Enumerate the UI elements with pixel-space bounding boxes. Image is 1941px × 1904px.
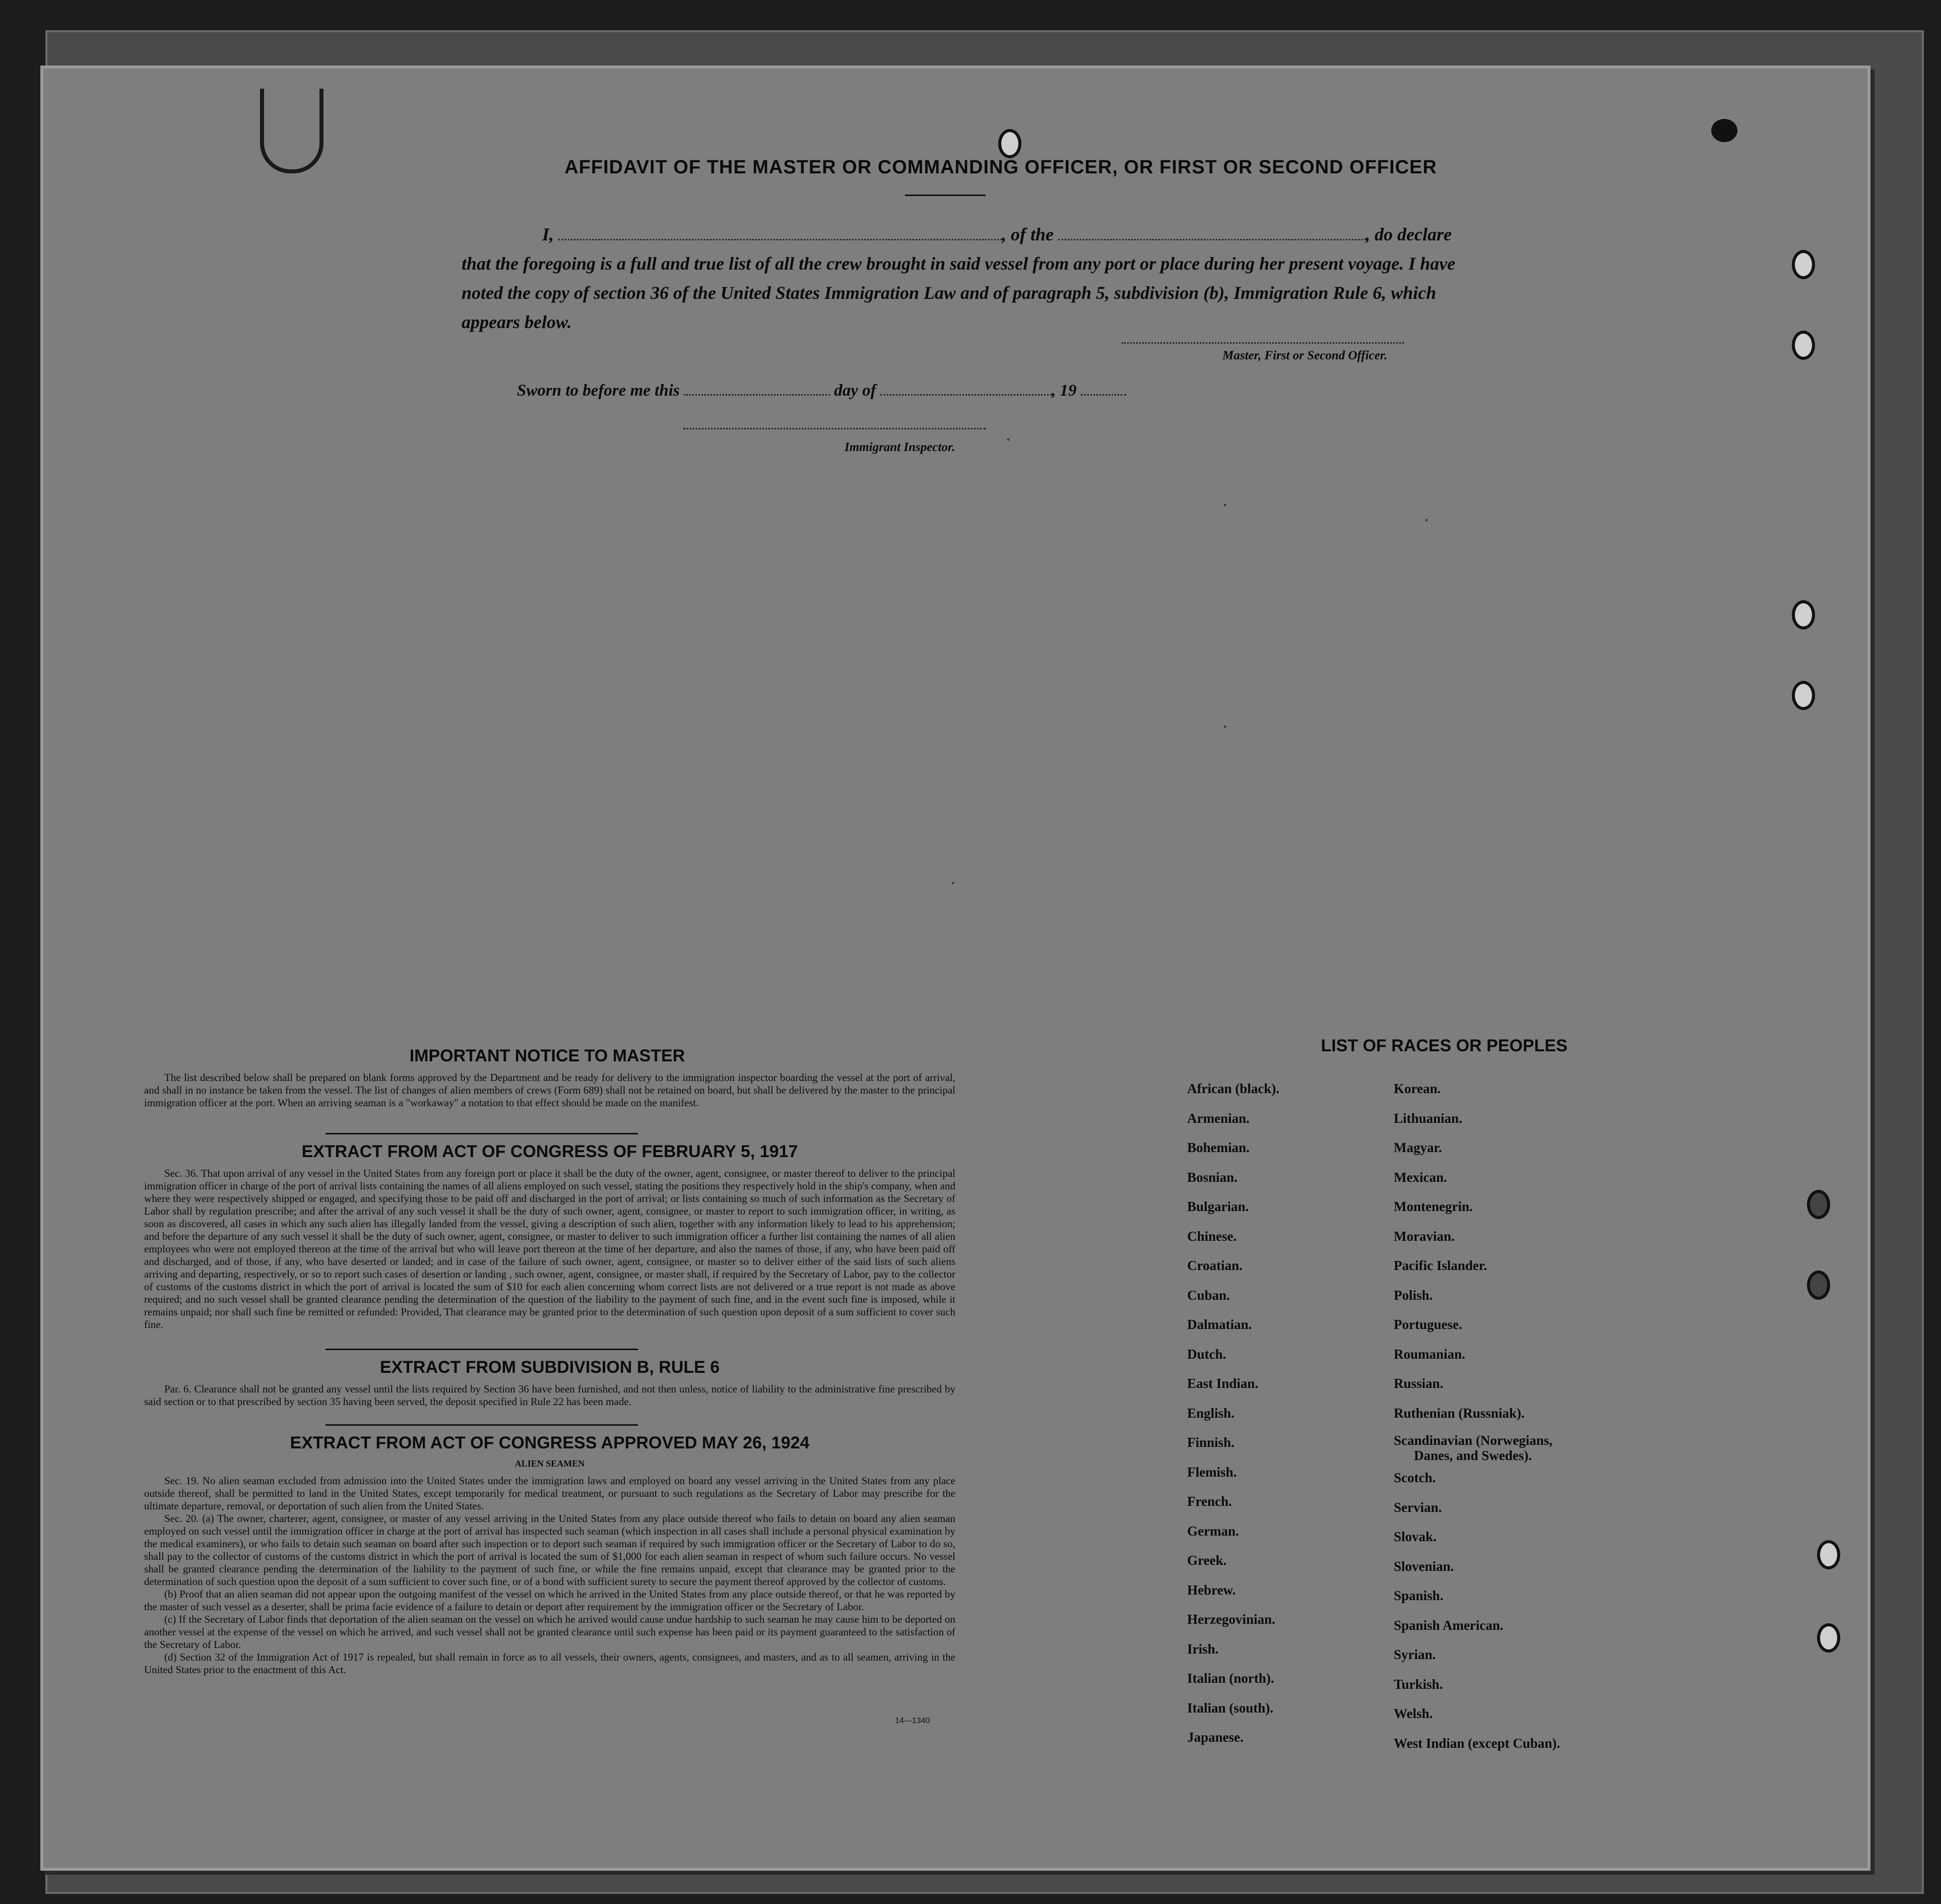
affidavit-line-1 (462, 220, 1495, 249)
race-item: Montenegrin. (1394, 1199, 1473, 1214)
name-blank[interactable] (558, 239, 1002, 240)
master-label: Master, First or Second Officer. (1222, 349, 1388, 362)
extract-1924-text (144, 1475, 955, 1676)
affidavit-body (462, 220, 1495, 337)
sworn-prefix: Sworn to before me this (517, 382, 680, 400)
notice-text: The list described below shall be prepared on blank forms approved by the Department and be ready for delivery to the immigration inspector boarding the vessel at the port of arrival, and shall in no instance be taken from the vessel. The list of changes of alien members of crews (Form 689) shall not be retained on board, but shall be delivered by the master to the principal immigration officer at the port. When an arriving seaman is a "workaway" a notation to that effect should be made on the manifest. (144, 1071, 955, 1109)
race-item: Slovak. (1394, 1529, 1437, 1544)
punch-hole (1711, 119, 1737, 142)
section-19: Sec. 19. No alien seaman excluded from admission into the United States under the immigration laws and employed on board any vessel arriving in the United States from any place outside thereof, shall be permitted to land in the United States, except temporarily for medical treatment, or pursuant to such regulations as the Secretary of Labor may prescribe for the ultimate departure, removal, or deportation of such alien from the United States. (144, 1475, 955, 1512)
race-item: Moravian. (1394, 1228, 1455, 1244)
race-item: African (black). (1187, 1081, 1279, 1096)
notice-title: IMPORTANT NOTICE TO MASTER (409, 1046, 685, 1065)
bleed-through-mark: · (950, 875, 956, 892)
race-item: Danes, and Swedes). (1414, 1448, 1532, 1463)
section-20d: (d) Section 32 of the Immigration Act of 1917 is repealed, but shall remain in force as to all vessels, their owners, agents, consignees, and masters, and as to all seamen, arriving in the United States prior to the enactment of this Act. (144, 1651, 955, 1676)
race-item: Croatian. (1187, 1258, 1243, 1273)
race-item: Slovenian. (1394, 1558, 1454, 1574)
race-item: Syrian. (1394, 1647, 1436, 1662)
master-signature-line[interactable] (1122, 341, 1404, 344)
inspector-label: Immigrant Inspector. (845, 440, 955, 454)
divider (326, 1424, 638, 1426)
race-item: Scotch. (1394, 1470, 1436, 1485)
day-of-label: day of (834, 382, 876, 400)
year-blank[interactable] (1081, 394, 1126, 396)
bleed-through-mark: · (1222, 497, 1228, 514)
punch-hole (998, 129, 1021, 158)
vessel-blank[interactable] (1058, 239, 1366, 240)
extract-rule-6-text: Par. 6. Clearance shall not be granted any vessel until the lists required by Section 36 have been furnished, and not then unless, notice of liability to the administrative fine prescribed by said section or to that prescribed by section 35 having been served, the deposit specified in Rule 22 has been made. (144, 1383, 955, 1408)
race-item: Italian (north). (1187, 1671, 1274, 1686)
i-label: I, (542, 224, 554, 244)
race-item: Turkish. (1394, 1676, 1443, 1692)
race-item: Mexican. (1394, 1169, 1447, 1185)
race-item: German. (1187, 1523, 1239, 1539)
punch-hole (1792, 250, 1815, 279)
race-item: Flemish. (1187, 1464, 1237, 1480)
race-item: Armenian. (1187, 1110, 1250, 1126)
punch-hole (1817, 1540, 1840, 1569)
document-page (40, 66, 1870, 1871)
race-item: Lithuanian. (1394, 1110, 1462, 1126)
race-item: Irish. (1187, 1641, 1219, 1657)
extract-1917-title: EXTRACT FROM ACT OF CONGRESS OF FEBRUARY 5, 1917 (301, 1142, 798, 1161)
punch-hole (1807, 1271, 1830, 1300)
race-item: Bohemian. (1187, 1140, 1250, 1155)
race-item: Welsh. (1394, 1706, 1433, 1721)
races-right-column (1394, 1074, 1560, 1758)
race-item: Chinese. (1187, 1228, 1237, 1244)
race-item: Scandinavian (Norwegians, (1394, 1433, 1553, 1448)
race-item: Roumanian. (1394, 1346, 1465, 1362)
race-item: Greek. (1187, 1553, 1227, 1568)
divider (905, 195, 986, 196)
affidavit-title: AFFIDAVIT OF THE MASTER OR COMMANDING OFFICER, OR FIRST OR SECOND OFFICER (564, 157, 1437, 178)
month-blank[interactable] (880, 394, 1052, 396)
alien-seamen-subtitle: ALIEN SEAMEN (514, 1458, 585, 1469)
race-item: Ruthenian (Russniak). (1394, 1405, 1525, 1421)
bleed-through-mark: · (1006, 431, 1011, 448)
race-item: Russian. (1394, 1376, 1444, 1391)
bleed-through-mark: · (1222, 719, 1228, 735)
divider (326, 1133, 638, 1134)
sworn-line (517, 376, 1222, 405)
race-item: Pacific Islander. (1394, 1258, 1487, 1273)
extract-rule-6-title: EXTRACT FROM SUBDIVISION B, RULE 6 (379, 1358, 720, 1377)
race-item: Italian (south). (1187, 1700, 1274, 1716)
race-item: Bulgarian. (1187, 1199, 1249, 1214)
declare-label: , do declare (1366, 224, 1452, 244)
of-the-label: , of the (1002, 224, 1054, 244)
affidavit-statement: that the foregoing is a full and true list of all the crew brought in said vessel from any port or place during her present voyage. I have noted the copy of section 36 of the United States Immigration Law and of paragraph 5, subdivision (b), Immigration Rule 6, which appears below. (462, 253, 1456, 332)
race-item: Hebrew. (1187, 1582, 1236, 1598)
race-item: Polish. (1394, 1287, 1433, 1303)
races-title: LIST OF RACES OR PEOPLES (1321, 1036, 1568, 1055)
race-item: Dutch. (1187, 1346, 1226, 1362)
race-item: English. (1187, 1405, 1235, 1421)
race-item: Magyar. (1394, 1140, 1442, 1155)
race-item: Spanish. (1394, 1588, 1444, 1603)
race-item: French. (1187, 1494, 1232, 1509)
section-20c: (c) If the Secretary of Labor finds that deportation of the alien seaman on the vessel on which he arrived would cause undue hardship to such seaman he may cause him to be deported on another vessel at the expense of the vessel on which he arrived, and such vessel shall not be granted clearance until such expense has been paid or its payment guaranteed to the satisfaction of the Secretary of Labor. (144, 1613, 955, 1651)
race-item: Japanese. (1187, 1730, 1244, 1745)
extract-1924-title: EXTRACT FROM ACT OF CONGRESS APPROVED MAY 26, 1924 (290, 1433, 810, 1452)
race-item: Cuban. (1187, 1287, 1230, 1303)
race-item: Bosnian. (1187, 1169, 1238, 1185)
punch-hole (1792, 331, 1815, 360)
punch-hole (1807, 1190, 1830, 1219)
races-left-column (1187, 1074, 1279, 1752)
race-item: East Indian. (1187, 1376, 1259, 1391)
day-blank[interactable] (684, 394, 830, 396)
section-20a: Sec. 20. (a) The owner, charterer, agent, consignee, or master of any vessel arriving in the United States from any place outside thereof who fails to detain on board any alien seaman employed on such vessel until the immigration officer in charge at the port of arrival has inspected such seaman (which inspection in all cases shall include a personal physical examination by the medical examiners), or who fails to detain such seaman on board after such inspection or to deport such seaman if required by such immigration officer or the Secretary of Labor to do so, shall pay to the collector of customs of the customs district in which the port of arrival is located the sum of $1,000 for each alien seaman in respect of whom such failure occurs. No vessel shall be granted clearance pending the determination of the liability to the payment of such fine, or while the fine remains unpaid, except that clearance may be granted prior to the determination of such question upon the deposit of a sum sufficient to cover such fine, or of a bond with sufficient surety to secure the payment thereof approved by the collector of customs. (144, 1512, 955, 1588)
form-number: 14—1340 (895, 1717, 930, 1725)
extract-1917-text: Sec. 36. That upon arrival of any vessel in the United States from any foreign port or place it shall be the duty of the owner, agent, consignee, or master thereof to deliver to the principal immigration officer in charge of the port of arrival lists containing the names of all aliens employed on such vessel, stating the positions they respectively hold in the ship's company, when and where they were respectively shipped or engaged, and specifying those to be paid off and discharged in the port of arrival; or lists containing so much of such information as the Secretary of Labor shall by regulation prescribe; and after the arrival of any such vessel it shall be the duty of such owner, agent, consignee, or master to report to such immigration officer, in writing, as soon as discovered, all cases in which any such alien has illegally landed from the vessel, giving a description of such alien, together with any information likely to lead to his apprehension; and before the departure of any such vessel it shall be the duty of such owner, agent, consignee, or master to deliver to such immigration officer a further list containing the names of all alien employees who were not employed thereon at the time of the arrival but who will leave port thereon at the time of her departure, and also the names of those, if any, who have been paid off and discharged, and of those, if any, who have deserted or landed; and in case of the failure of such owner, agent, consignee, or master so to deliver either of the said lists of such aliens arriving and departing, respectively, or so to report such cases of desertion or landing , such owner, agent, consignee, or master shall, if required by the Secretary of Labor, pay to the collector of customs of the customs district in which the port of arrival is located the sum of $10 for each alien concerning whom correct lists are not delivered or a true report is not made as above required; and no such vessel shall be granted clearance pending the determination of the question of the liability to the payment of such fine, and in the event such fine is imposed, while it remains unpaid; nor shall such fine be remitted or refunded: Provided, That clearance may be granted prior to the determination of such question upon deposit of a sum sufficient to cover such fine. (144, 1167, 955, 1330)
race-item: West Indian (except Cuban). (1394, 1735, 1561, 1751)
race-item: Korean. (1394, 1081, 1441, 1096)
punch-hole (1817, 1623, 1840, 1653)
race-item: Finnish. (1187, 1435, 1235, 1450)
race-item: Spanish American. (1394, 1617, 1504, 1633)
string-tab (260, 89, 324, 173)
divider (326, 1349, 638, 1350)
race-item: Portuguese. (1394, 1317, 1462, 1332)
year-label: , 19 (1051, 382, 1077, 400)
bleed-through-mark: · (1424, 512, 1430, 529)
race-item: Dalmatian. (1187, 1317, 1252, 1332)
punch-hole (1792, 600, 1815, 629)
inspector-signature-line[interactable] (683, 426, 986, 429)
punch-hole (1792, 681, 1815, 710)
race-item: Servian. (1394, 1499, 1442, 1515)
section-20b: (b) Proof that an alien seaman did not appear upon the outgoing manifest of the vessel on which he arrived in the United States from any place outside thereof, or that he was reported by the master of such vessel as a deserter, shall be prima facie evidence of a failure to detain or deport after requirement by the immigration officer or the Secretary of Labor. (144, 1588, 955, 1613)
race-item: Herzegovinian. (1187, 1612, 1275, 1627)
